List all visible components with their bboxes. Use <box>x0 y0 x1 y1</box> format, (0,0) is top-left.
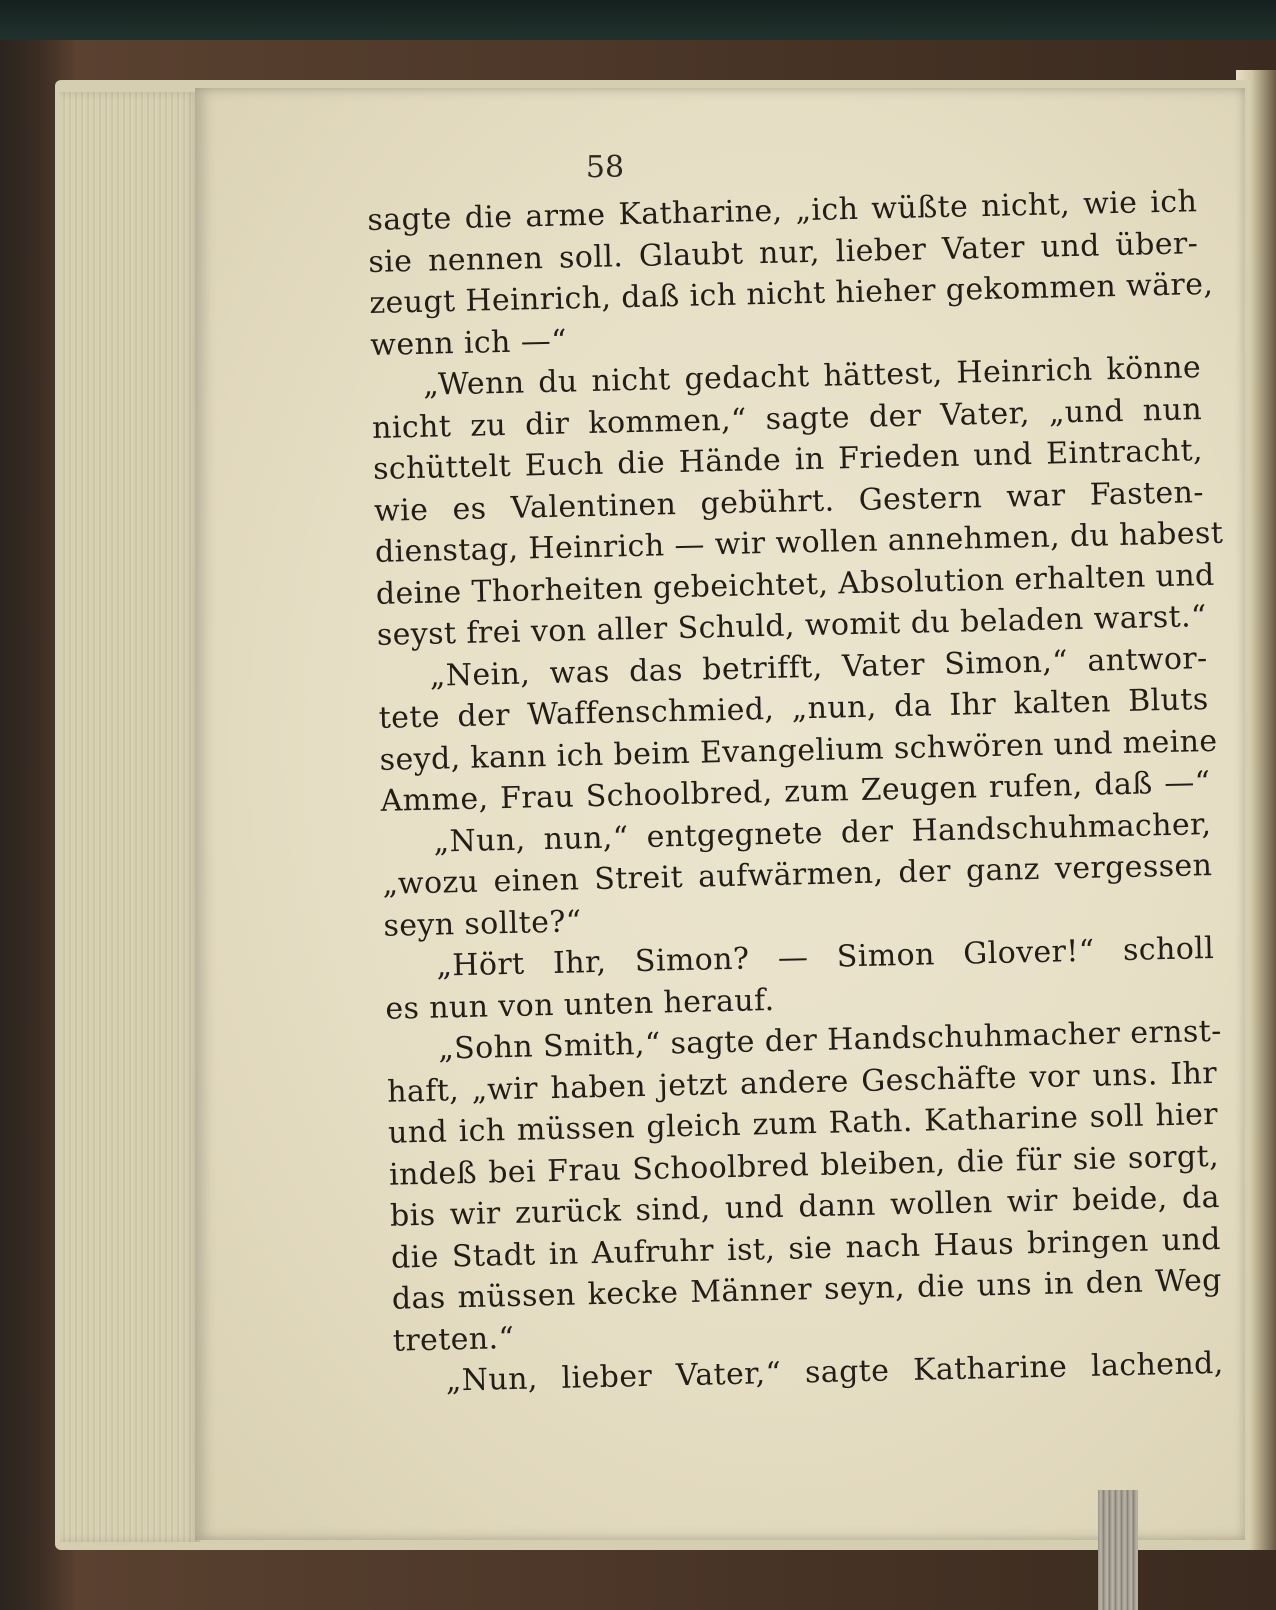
text-line: „wozu einen Streit aufwärmen, der ganz vergessen <box>382 847 1213 902</box>
text-line: „Sohn Smith,“ sagte der Handschuhmacher ernst- <box>437 1013 1223 1067</box>
text-line: „Wenn du nicht gedacht hättest, Heinrich könne <box>422 350 1202 403</box>
page-number: 58 <box>585 150 625 185</box>
text-line: dienstag, Heinrich — wir wollen annehmen, du habest <box>374 515 1224 570</box>
text-line: „Nun, nun,“ entgegnete der Handschuhmacher, <box>433 806 1212 860</box>
body-text <box>367 181 1224 1403</box>
bookmark-ribbon <box>1098 1490 1138 1610</box>
book-page <box>195 88 1245 1540</box>
text-line: tete der Waffenschmied, „nun, da Ihr kalten Bluts <box>378 682 1209 736</box>
text-line: wie es Valentinen gebührt. Gestern war Fasten- <box>373 474 1205 529</box>
text-line: indeß bei Frau Schoolbred bleiben, die für sie sorgt, <box>388 1138 1220 1193</box>
text-line: bis wir zurück sind, und dann wollen wir beide, da <box>389 1179 1221 1234</box>
text-line: schüttelt Euch die Hände in Frieden und Eintracht, <box>372 433 1204 487</box>
text-line: das müssen kecke Männer seyn, die uns in den Weg <box>391 1262 1223 1317</box>
text-line: „Nein, was das betrifft, Vater Simon,“ antwor- <box>429 640 1209 694</box>
text-line: sie nennen soll. Glaubt nur, lieber Vater und über- <box>368 225 1199 280</box>
text-line: haft, „wir haben jetzt andere Geschäfte vor uns. Ihr <box>386 1055 1218 1110</box>
text-line: zeugt Heinrich, daß ich nicht hieher gekommen wäre, <box>368 266 1214 321</box>
text-line: nicht zu dir kommen,“ sagte der Vater, „und nun <box>371 391 1203 446</box>
text-line: wenn ich —“ <box>369 323 568 363</box>
text-line: „Hört Ihr, Simon? — Simon Glover!“ scholl <box>436 930 1215 984</box>
text-line: sagte die arme Katharine, „ich wüßte nicht, wie ich <box>367 184 1198 238</box>
text-line: seyn sollte?“ <box>383 903 582 944</box>
text-line: Amme, Frau Schoolbred, zum Zeugen rufen, daß —“ <box>380 765 1211 819</box>
text-line: „Nun, lieber Vater,“ sagte Katharine lachend, <box>445 1345 1225 1399</box>
page-edges <box>60 92 200 1542</box>
text-line: und ich müssen gleich zum Rath. Katharine soll hier <box>387 1096 1219 1151</box>
text-line: treten.“ <box>392 1320 515 1359</box>
text-line: seyd, kann ich beim Evangelium schwören und meine <box>379 723 1218 778</box>
text-line: es nun von unten herauf. <box>384 982 775 1027</box>
text-line: die Stadt in Aufruhr ist, sie nach Haus bringen und <box>390 1221 1222 1276</box>
text-line: seyst frei von aller Schuld, womit du beladen warst.“ <box>376 599 1208 653</box>
text-line: deine Thorheiten gebeichtet, Absolution erhalten und <box>375 557 1215 612</box>
